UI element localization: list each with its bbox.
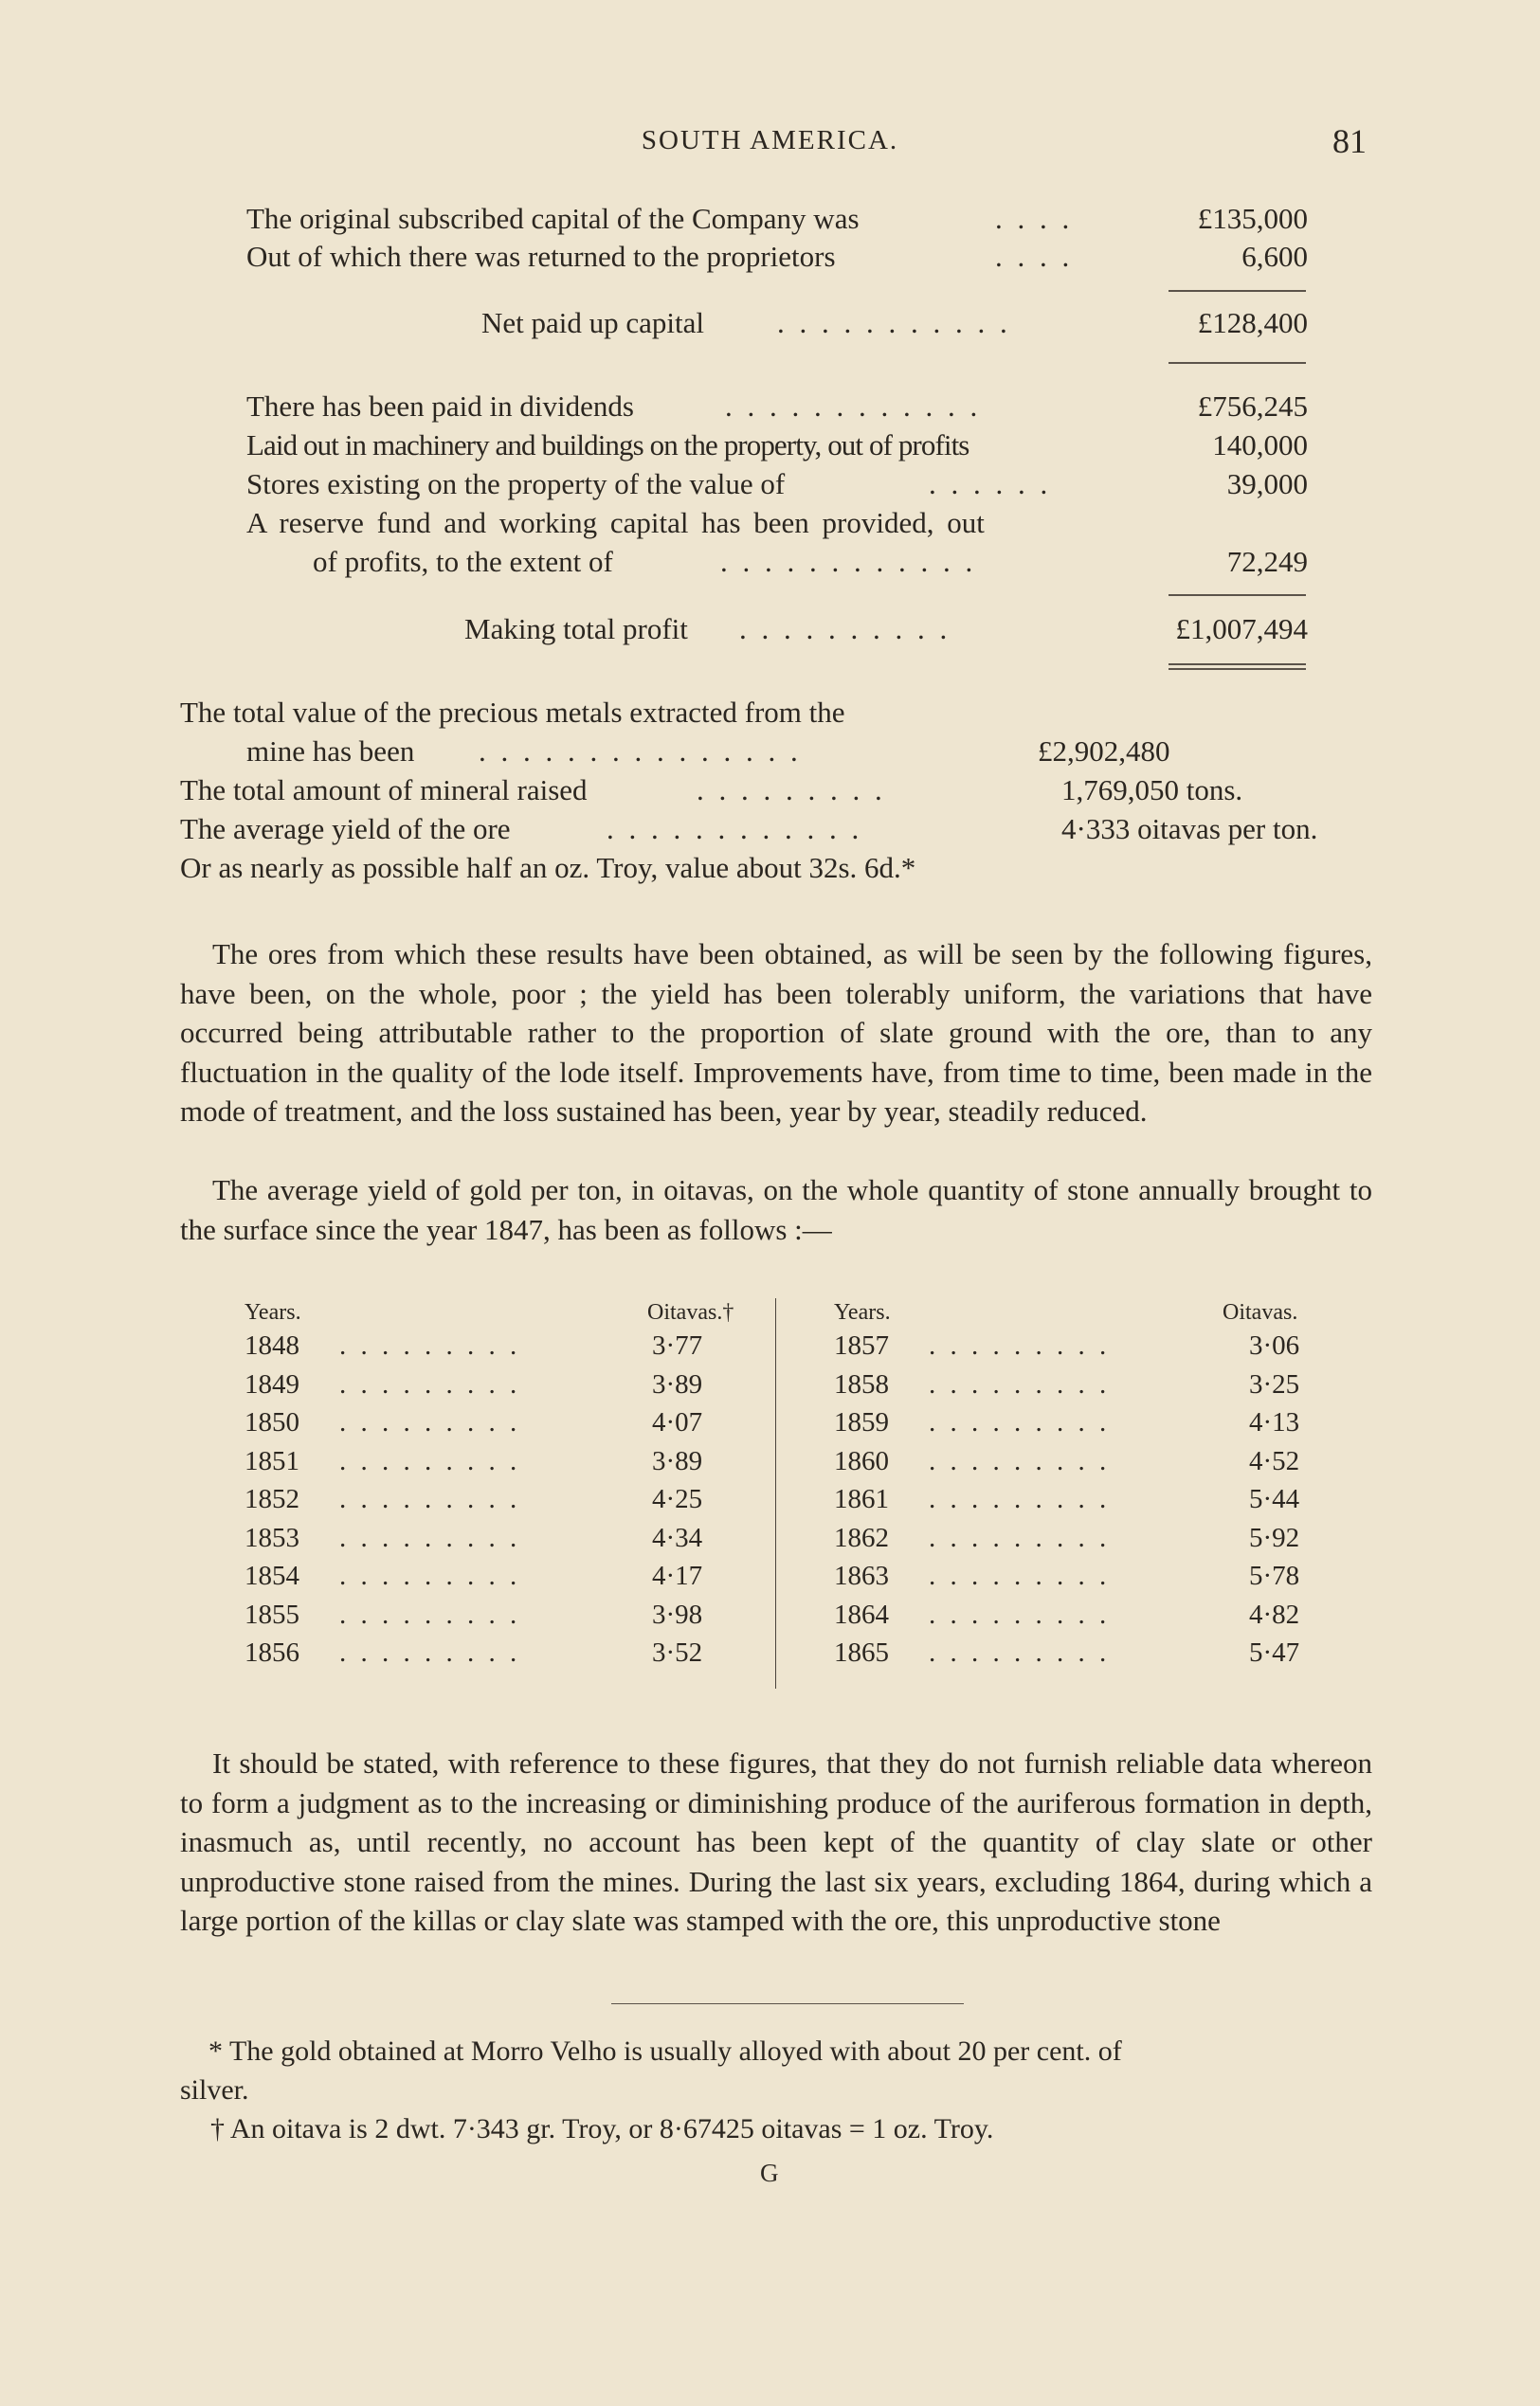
total-profit-row <box>246 609 1308 649</box>
sum-rule <box>1169 362 1306 364</box>
capital-subscribed-row <box>246 199 1308 239</box>
table-header-years-left: Years. <box>245 1300 301 1325</box>
year-cell: 1850 <box>245 1407 299 1438</box>
dot-leader: . . . . . . . . . . . <box>777 306 1011 339</box>
line-label: Out of which there was returned to the proprietors <box>246 240 836 273</box>
line-label: mine has been <box>246 734 415 768</box>
year-cell: 1848 <box>245 1330 299 1361</box>
dot-leader: . . . . . . . . . <box>339 1407 521 1438</box>
dot-leader: . . . . . . . . . <box>339 1484 521 1514</box>
line-label: The total amount of mineral raised <box>180 773 588 806</box>
dot-leader: . . . . . . . . . <box>929 1637 1111 1668</box>
line-label: Or as nearly as possible half an oz. Troy, value about 32s. 6d.* <box>180 851 916 884</box>
dot-leader: . . . . . . . . . <box>929 1561 1111 1591</box>
oitavas-cell: 4·34 <box>652 1523 703 1553</box>
line-amount: 140,000 <box>1212 428 1308 461</box>
year-cell: 1863 <box>834 1561 889 1591</box>
dot-leader: . . . . . . . . . <box>339 1446 521 1476</box>
machinery-row <box>246 425 1308 465</box>
dot-leader: . . . . . . . . . <box>339 1561 521 1591</box>
year-cell: 1854 <box>245 1561 299 1591</box>
year-cell: 1853 <box>245 1523 299 1553</box>
reserve-row-1 <box>246 503 1308 543</box>
paragraph-ores: The ores from which these results have been obtained, as will be seen by the following figures, have been, on the whole, poor ; the yield has been tolerably uniform, the variations that have occurred being attributable rather to the proportion of slate ground with the ore, than to any fluctuation in the quality of the lode itself. Improvements have, from time to time, been made in the mode of treatment, and the loss sustained has been, year by year, steadily reduced. <box>180 937 1372 1128</box>
oitavas-cell: 3·25 <box>1249 1369 1300 1400</box>
year-cell: 1852 <box>245 1484 299 1514</box>
running-header: SOUTH AMERICA. <box>641 125 899 155</box>
oitavas-cell: 5·92 <box>1249 1523 1300 1553</box>
year-cell: 1858 <box>834 1369 889 1400</box>
oitavas-cell: 4·17 <box>652 1561 703 1591</box>
value-line-2 <box>180 732 1194 771</box>
year-cell: 1851 <box>245 1446 299 1476</box>
line-label: Making total profit <box>464 612 688 645</box>
yield-line <box>180 809 1384 849</box>
sum-rule <box>1169 290 1306 292</box>
oitavas-cell: 5·78 <box>1249 1561 1300 1591</box>
line-label: Stores existing on the property of the value of <box>246 467 786 500</box>
year-cell: 1857 <box>834 1330 889 1361</box>
dot-leader: . . . . <box>995 202 1074 235</box>
line-label: There has been paid in dividends <box>246 389 634 423</box>
dot-leader: . . . . . . . . . . . . <box>607 812 863 845</box>
year-cell: 1856 <box>245 1637 299 1668</box>
oitavas-cell: 4·52 <box>1249 1446 1300 1476</box>
dot-leader: . . . . . . . . . . . . <box>720 545 977 578</box>
year-cell: 1865 <box>834 1637 889 1668</box>
oitavas-cell: 3·52 <box>652 1637 703 1668</box>
year-cell: 1849 <box>245 1369 299 1400</box>
dot-leader: . . . . . . . . . <box>339 1637 521 1668</box>
dot-leader: . . . . . . . . . . <box>739 612 951 645</box>
oitavas-cell: 3·98 <box>652 1600 703 1630</box>
oitavas-cell: 3·77 <box>652 1330 703 1361</box>
footnote-rule <box>611 2003 964 2004</box>
year-cell: 1855 <box>245 1600 299 1630</box>
line-label: Net paid up capital <box>481 306 704 339</box>
dot-leader: . . . . . . . . . <box>697 773 886 806</box>
sum-rule <box>1169 594 1306 596</box>
oitavas-cell: 4·13 <box>1249 1407 1300 1438</box>
oitavas-cell: 3·89 <box>652 1369 703 1400</box>
table-header-oitavas-right: Oitavas. <box>1223 1300 1298 1325</box>
dot-leader: . . . . . . . . . . . . . . . <box>479 734 802 768</box>
table-header-years-right: Years. <box>834 1300 891 1325</box>
line-amount: 39,000 <box>1226 467 1308 500</box>
year-cell: 1861 <box>834 1484 889 1514</box>
dot-leader: . . . . . . . . . <box>929 1600 1111 1630</box>
paragraph-average-yield: The average yield of gold per ton, in oitavas, on the whole quantity of stone annually brought to the surface since the year 1847, has been as follows :— <box>180 1173 1372 1246</box>
signature-mark: G <box>760 2159 779 2187</box>
capital-returned-row <box>246 237 1308 277</box>
dot-leader: . . . . . . . . . <box>339 1523 521 1553</box>
line-amount: 4·333 oitavas per ton. <box>1061 812 1318 845</box>
line-amount: 1,769,050 tons. <box>1061 773 1243 806</box>
line-amount: 72,249 <box>1226 545 1308 578</box>
line-amount: £2,902,480 <box>1038 734 1170 768</box>
oitavas-cell: 5·47 <box>1249 1637 1300 1668</box>
dot-leader: . . . . . . . . . <box>339 1369 521 1400</box>
year-cell: 1860 <box>834 1446 889 1476</box>
line-label: A reserve fund and working capital has been provided, out <box>246 506 985 539</box>
dot-leader: . . . . . . . . . <box>929 1369 1111 1400</box>
dot-leader: . . . . . . . . . <box>929 1523 1111 1553</box>
dividends-row <box>246 387 1308 426</box>
dot-leader: . . . . . . . . . <box>339 1330 521 1361</box>
line-amount: 6,600 <box>1241 240 1308 273</box>
dot-leader: . . . . . . <box>929 467 1052 500</box>
page-number: 81 <box>1332 122 1367 160</box>
line-label: The original subscribed capital of the Company was <box>246 202 860 235</box>
oitavas-cell: 4·82 <box>1249 1600 1300 1630</box>
footnote-gold: * The gold obtained at Morro Velho is usually alloyed with about 20 per cent. of <box>208 2035 1122 2067</box>
table-column-divider <box>775 1298 776 1689</box>
year-cell: 1859 <box>834 1407 889 1438</box>
paragraph-figures-caveat: It should be stated, with reference to these figures, that they do not furnish reliable data whereon to form a judgment as to the increasing or diminishing produce of the auriferous formation in depth, inasmuch as, until recently, no account has been kept of the quantity of clay slate or other unproductive stone raised from the mines. During the last six years, excluding 1864, during which a large portion of the killas or clay slate was stamped with the ore, this unproductive stone <box>180 1746 1372 1937</box>
stores-row <box>246 464 1308 504</box>
double-rule <box>1169 663 1306 665</box>
dot-leader: . . . . . . . . . . . . <box>725 389 982 423</box>
capital-net-row <box>246 303 1308 343</box>
line-amount: £128,400 <box>1197 306 1308 339</box>
dot-leader: . . . . . . . . . <box>339 1600 521 1630</box>
line-amount: £135,000 <box>1197 202 1308 235</box>
oitavas-cell: 3·89 <box>652 1446 703 1476</box>
oitavas-cell: 5·44 <box>1249 1484 1300 1514</box>
oitavas-cell: 4·25 <box>652 1484 703 1514</box>
line-amount: £756,245 <box>1197 389 1308 423</box>
line-label: The average yield of the ore <box>180 812 511 845</box>
footnote-oitava: † An oitava is 2 dwt. 7·343 gr. Troy, or 8·67425 oitavas = 1 oz. Troy. <box>210 2113 994 2144</box>
footnote-gold-cont: silver. <box>180 2074 249 2106</box>
dot-leader: . . . . . . . . . <box>929 1330 1111 1361</box>
dot-leader: . . . . <box>995 240 1074 273</box>
oitavas-cell: 3·06 <box>1249 1330 1300 1361</box>
line-amount: £1,007,494 <box>1175 612 1308 645</box>
reserve-row-2 <box>246 542 1308 582</box>
table-header-oitavas-left: Oitavas.† <box>647 1300 734 1325</box>
line-label: Laid out in machinery and buildings on the property, out of profits <box>246 428 969 461</box>
dot-leader: . . . . . . . . . <box>929 1484 1111 1514</box>
oitavas-cell: 4·07 <box>652 1407 703 1438</box>
dot-leader: . . . . . . . . . <box>929 1446 1111 1476</box>
line-label: of profits, to the extent of <box>313 545 613 578</box>
year-cell: 1862 <box>834 1523 889 1553</box>
dot-leader: . . . . . . . . . <box>929 1407 1111 1438</box>
year-cell: 1864 <box>834 1600 889 1630</box>
line-label: The total value of the precious metals extracted from the <box>180 696 845 729</box>
mineral-line <box>180 770 1298 810</box>
double-rule <box>1169 668 1306 670</box>
